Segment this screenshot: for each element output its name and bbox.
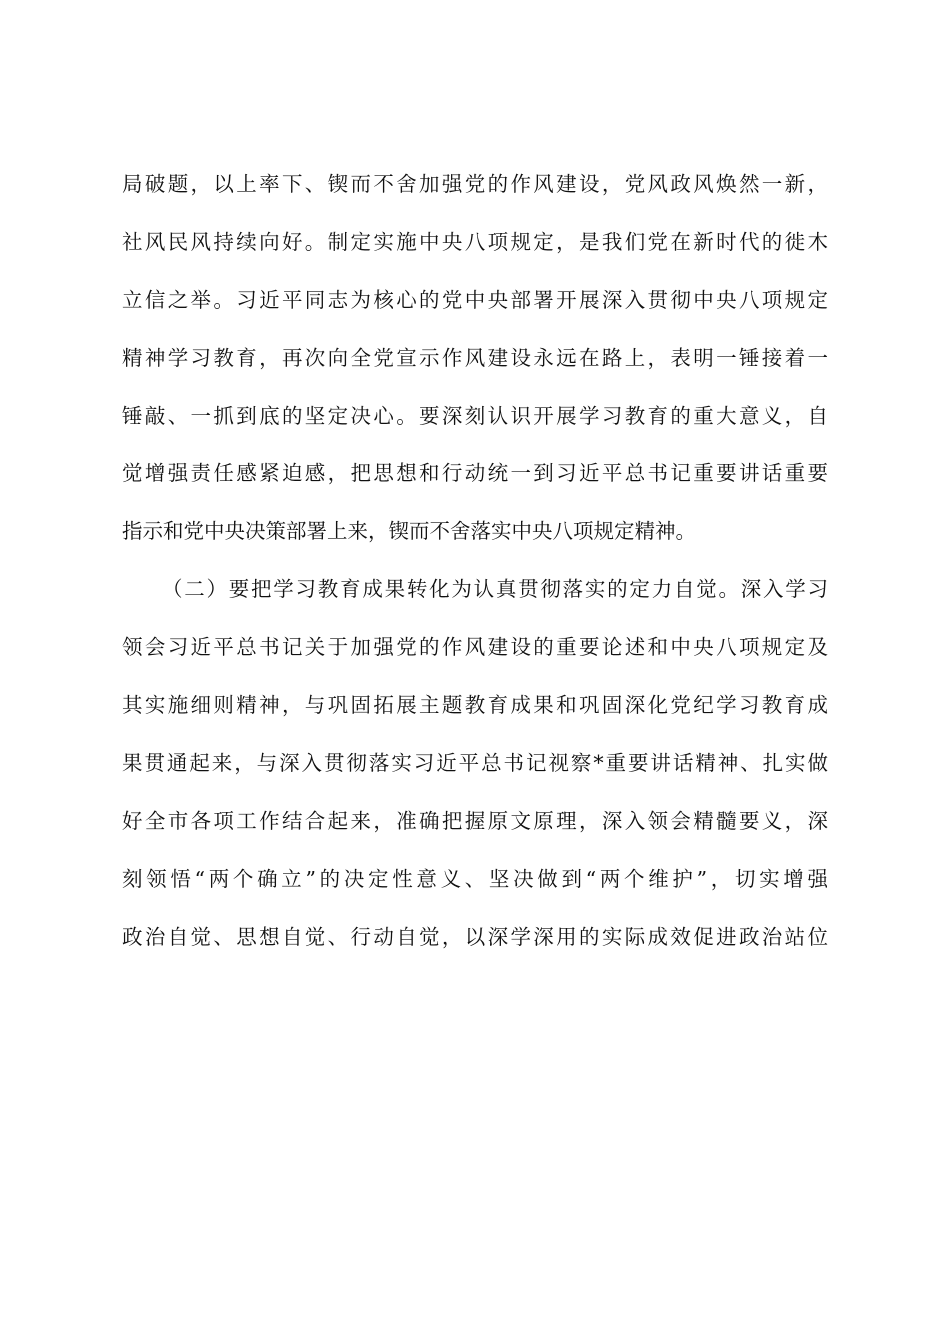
- section-heading-line: （二）要把学习教育成果转化为认真贯彻落实的定力自觉。深入学习: [162, 577, 828, 602]
- text-line: 锤敲、一抓到底的坚定决心。要深刻认识开展学习教育的重大意义，自: [122, 403, 828, 428]
- text-line: 立信之举。习近平同志为核心的党中央部署开展深入贯彻中央八项规定: [122, 287, 828, 312]
- text-line: 好全市各项工作结合起来，准确把握原文原理，深入领会精髓要义，深: [122, 808, 828, 833]
- text-line: 局破题，以上率下、锲而不舍加强党的作风建设，党风政风焕然一新，: [122, 172, 828, 196]
- body-text: [122, 156, 828, 966]
- text-line: 觉增强责任感紧迫感，把思想和行动统一到习近平总书记重要讲话重要: [122, 461, 828, 486]
- text-line: 指示和党中央决策部署上来，锲而不舍落实中央八项规定精神。: [122, 519, 696, 544]
- text-line: 刻领悟“两个确立”的决定性意义、坚决做到“两个维护”，切实增强: [122, 866, 828, 891]
- text-line: 其实施细则精神，与巩固拓展主题教育成果和巩固深化党纪学习教育成: [122, 693, 828, 718]
- text-line: 社风民风持续向好。制定实施中央八项规定，是我们党在新时代的徙木: [122, 229, 828, 254]
- text-line: 领会习近平总书记关于加强党的作风建设的重要论述和中央八项规定及: [122, 635, 828, 660]
- text-line: 果贯通起来，与深入贯彻落实习近平总书记视察*重要讲话精神、扎实做: [122, 750, 828, 775]
- text-line: 精神学习教育，再次向全党宣示作风建设永远在路上，表明一锤接着一: [122, 345, 828, 370]
- text-line: 政治自觉、思想自觉、行动自觉，以深学深用的实际成效促进政治站位: [122, 924, 828, 949]
